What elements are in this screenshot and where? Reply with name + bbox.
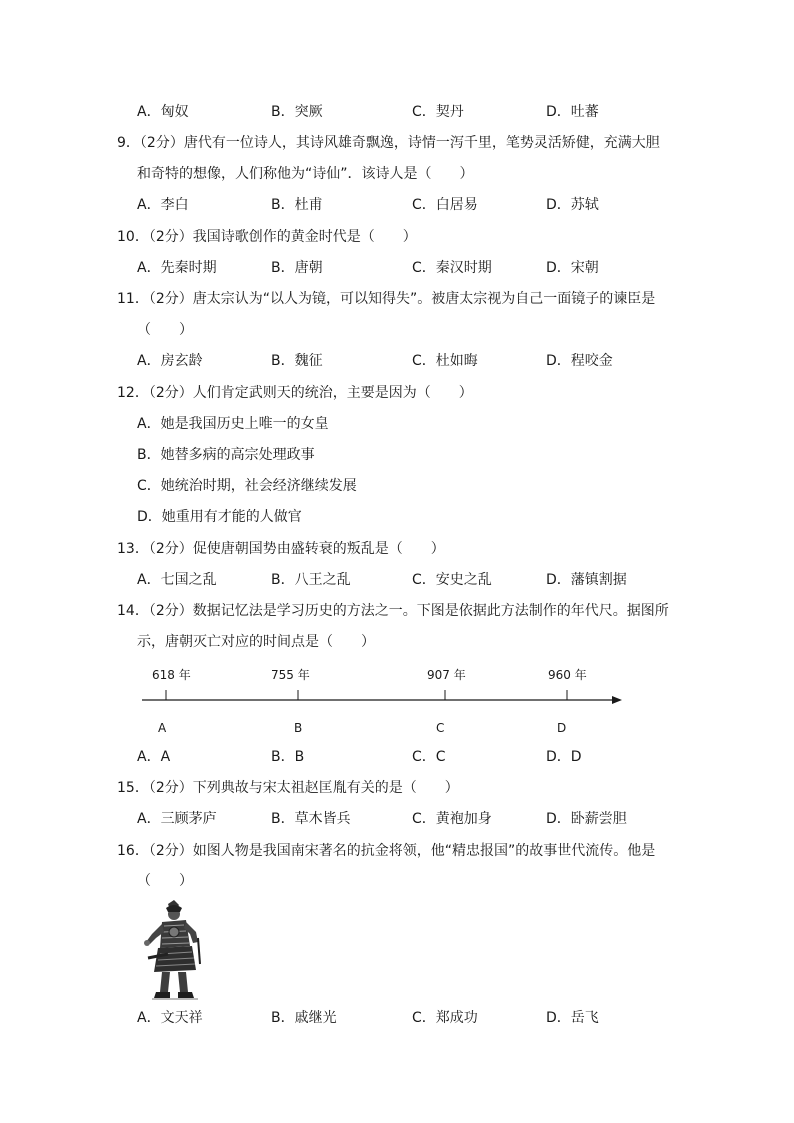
q9-option-d: D．苏轼 xyxy=(546,197,599,213)
timeline-year-label: 755 年 xyxy=(271,668,310,682)
q12-option-b: B．她替多病的高宗处理政事 xyxy=(137,447,315,463)
q9-stem-cont: 和奇特的想像，人们称他为“诗仙”．该诗人是（ ） xyxy=(137,166,474,182)
q8-options xyxy=(137,103,697,121)
q12-option-d: D．她重用有才能的人做官 xyxy=(137,509,302,525)
q10-stem: 10．（2分）我国诗歌创作的黄金时代是（ ） xyxy=(117,229,417,245)
q15-option-d: D．卧薪尝胆 xyxy=(546,811,627,827)
q8-option-b: B．突厥 xyxy=(271,104,323,120)
q13-option-c: C．安史之乱 xyxy=(412,572,492,588)
timeline-year-label: 907 年 xyxy=(427,668,466,682)
q11-option-c: C．杜如晦 xyxy=(412,353,478,369)
q12-stem: 12．（2分）人们肯定武则天的统治，主要是因为（ ） xyxy=(117,385,473,401)
q10-option-a: A．先秦时期 xyxy=(137,260,217,276)
q15-option-c: C．黄袍加身 xyxy=(412,811,492,827)
q16-option-c: C．郑成功 xyxy=(412,1010,478,1026)
q14-stem: 14．（2分）数据记忆法是学习历史的方法之一。下图是依据此方法制作的年代尺。据图所 xyxy=(117,603,669,619)
q14-option-d: D．D xyxy=(546,749,582,765)
q13-option-d: D．藩镇割据 xyxy=(546,572,627,588)
q8-option-d: D．吐蕃 xyxy=(546,104,599,120)
q16-option-d: D．岳飞 xyxy=(546,1010,599,1026)
q14-option-c: C．C xyxy=(412,749,446,765)
q13-option-b: B．八王之乱 xyxy=(271,572,351,588)
q14-option-a: A．A xyxy=(137,749,171,765)
q16-options xyxy=(137,1009,697,1027)
q11-options xyxy=(137,352,697,370)
timeline-year-label: 618 年 xyxy=(152,668,191,682)
general-figure-image xyxy=(138,898,208,1002)
q12-option-a: A．她是我国历史上唯一的女皇 xyxy=(137,416,329,432)
q12-option-c: C．她统治时期，社会经济继续发展 xyxy=(137,478,357,494)
q15-option-a: A．三顾茅庐 xyxy=(137,811,217,827)
timeline-arrow xyxy=(612,696,622,704)
q16-stem: 16．（2分）如图人物是我国南宋著名的抗金将领，他“精忠报国”的故事世代流传。他是 xyxy=(117,843,656,859)
q8-option-a: A．匈奴 xyxy=(137,104,189,120)
q16-stem-cont: （ ） xyxy=(137,873,193,889)
q9-stem: 9．（2分）唐代有一位诗人，其诗风雄奇飘逸，诗情一泻千里，笔势灵活矫健，充满大胆 xyxy=(117,135,660,151)
q9-option-c: C．白居易 xyxy=(412,197,478,213)
q13-options xyxy=(137,571,697,589)
q14-option-b: B．B xyxy=(271,749,305,765)
q11-option-d: D．程咬金 xyxy=(546,353,613,369)
q15-options xyxy=(137,810,697,828)
q14-options xyxy=(137,748,697,766)
q9-options xyxy=(137,196,697,214)
q10-option-b: B．唐朝 xyxy=(271,260,323,276)
timeline-point-label: D xyxy=(557,721,567,735)
q14-stem-cont: 示，唐朝灭亡对应的时间点是（ ） xyxy=(137,634,375,650)
q9-option-b: B．杜甫 xyxy=(271,197,323,213)
q11-option-a: A．房玄龄 xyxy=(137,353,203,369)
q8-option-c: C．契丹 xyxy=(412,104,464,120)
timeline-point-label: A xyxy=(158,721,167,735)
q13-option-a: A．七国之乱 xyxy=(137,572,217,588)
timeline-diagram xyxy=(140,660,630,740)
q16-option-a: A．文天祥 xyxy=(137,1010,203,1026)
q9-option-a: A．李白 xyxy=(137,197,189,213)
timeline-point-label: C xyxy=(436,721,445,735)
q11-option-b: B．魏征 xyxy=(271,353,323,369)
q16-option-b: B．戚继光 xyxy=(271,1010,337,1026)
q11-stem-cont: （ ） xyxy=(137,322,193,338)
q10-option-d: D．宋朝 xyxy=(546,260,599,276)
timeline-year-label: 960 年 xyxy=(548,668,587,682)
q15-stem: 15．（2分）下列典故与宋太祖赵匡胤有关的是（ ） xyxy=(117,780,459,796)
timeline-point-label: B xyxy=(294,721,303,735)
q15-option-b: B．草木皆兵 xyxy=(271,811,351,827)
q13-stem: 13．（2分）促使唐朝国势由盛转衰的叛乱是（ ） xyxy=(117,541,445,557)
q11-stem: 11．（2分）唐太宗认为“以人为镜，可以知得失”。被唐太宗视为自己一面镜子的谏臣是 xyxy=(117,291,656,307)
q10-option-c: C．秦汉时期 xyxy=(412,260,492,276)
q10-options xyxy=(137,259,697,277)
